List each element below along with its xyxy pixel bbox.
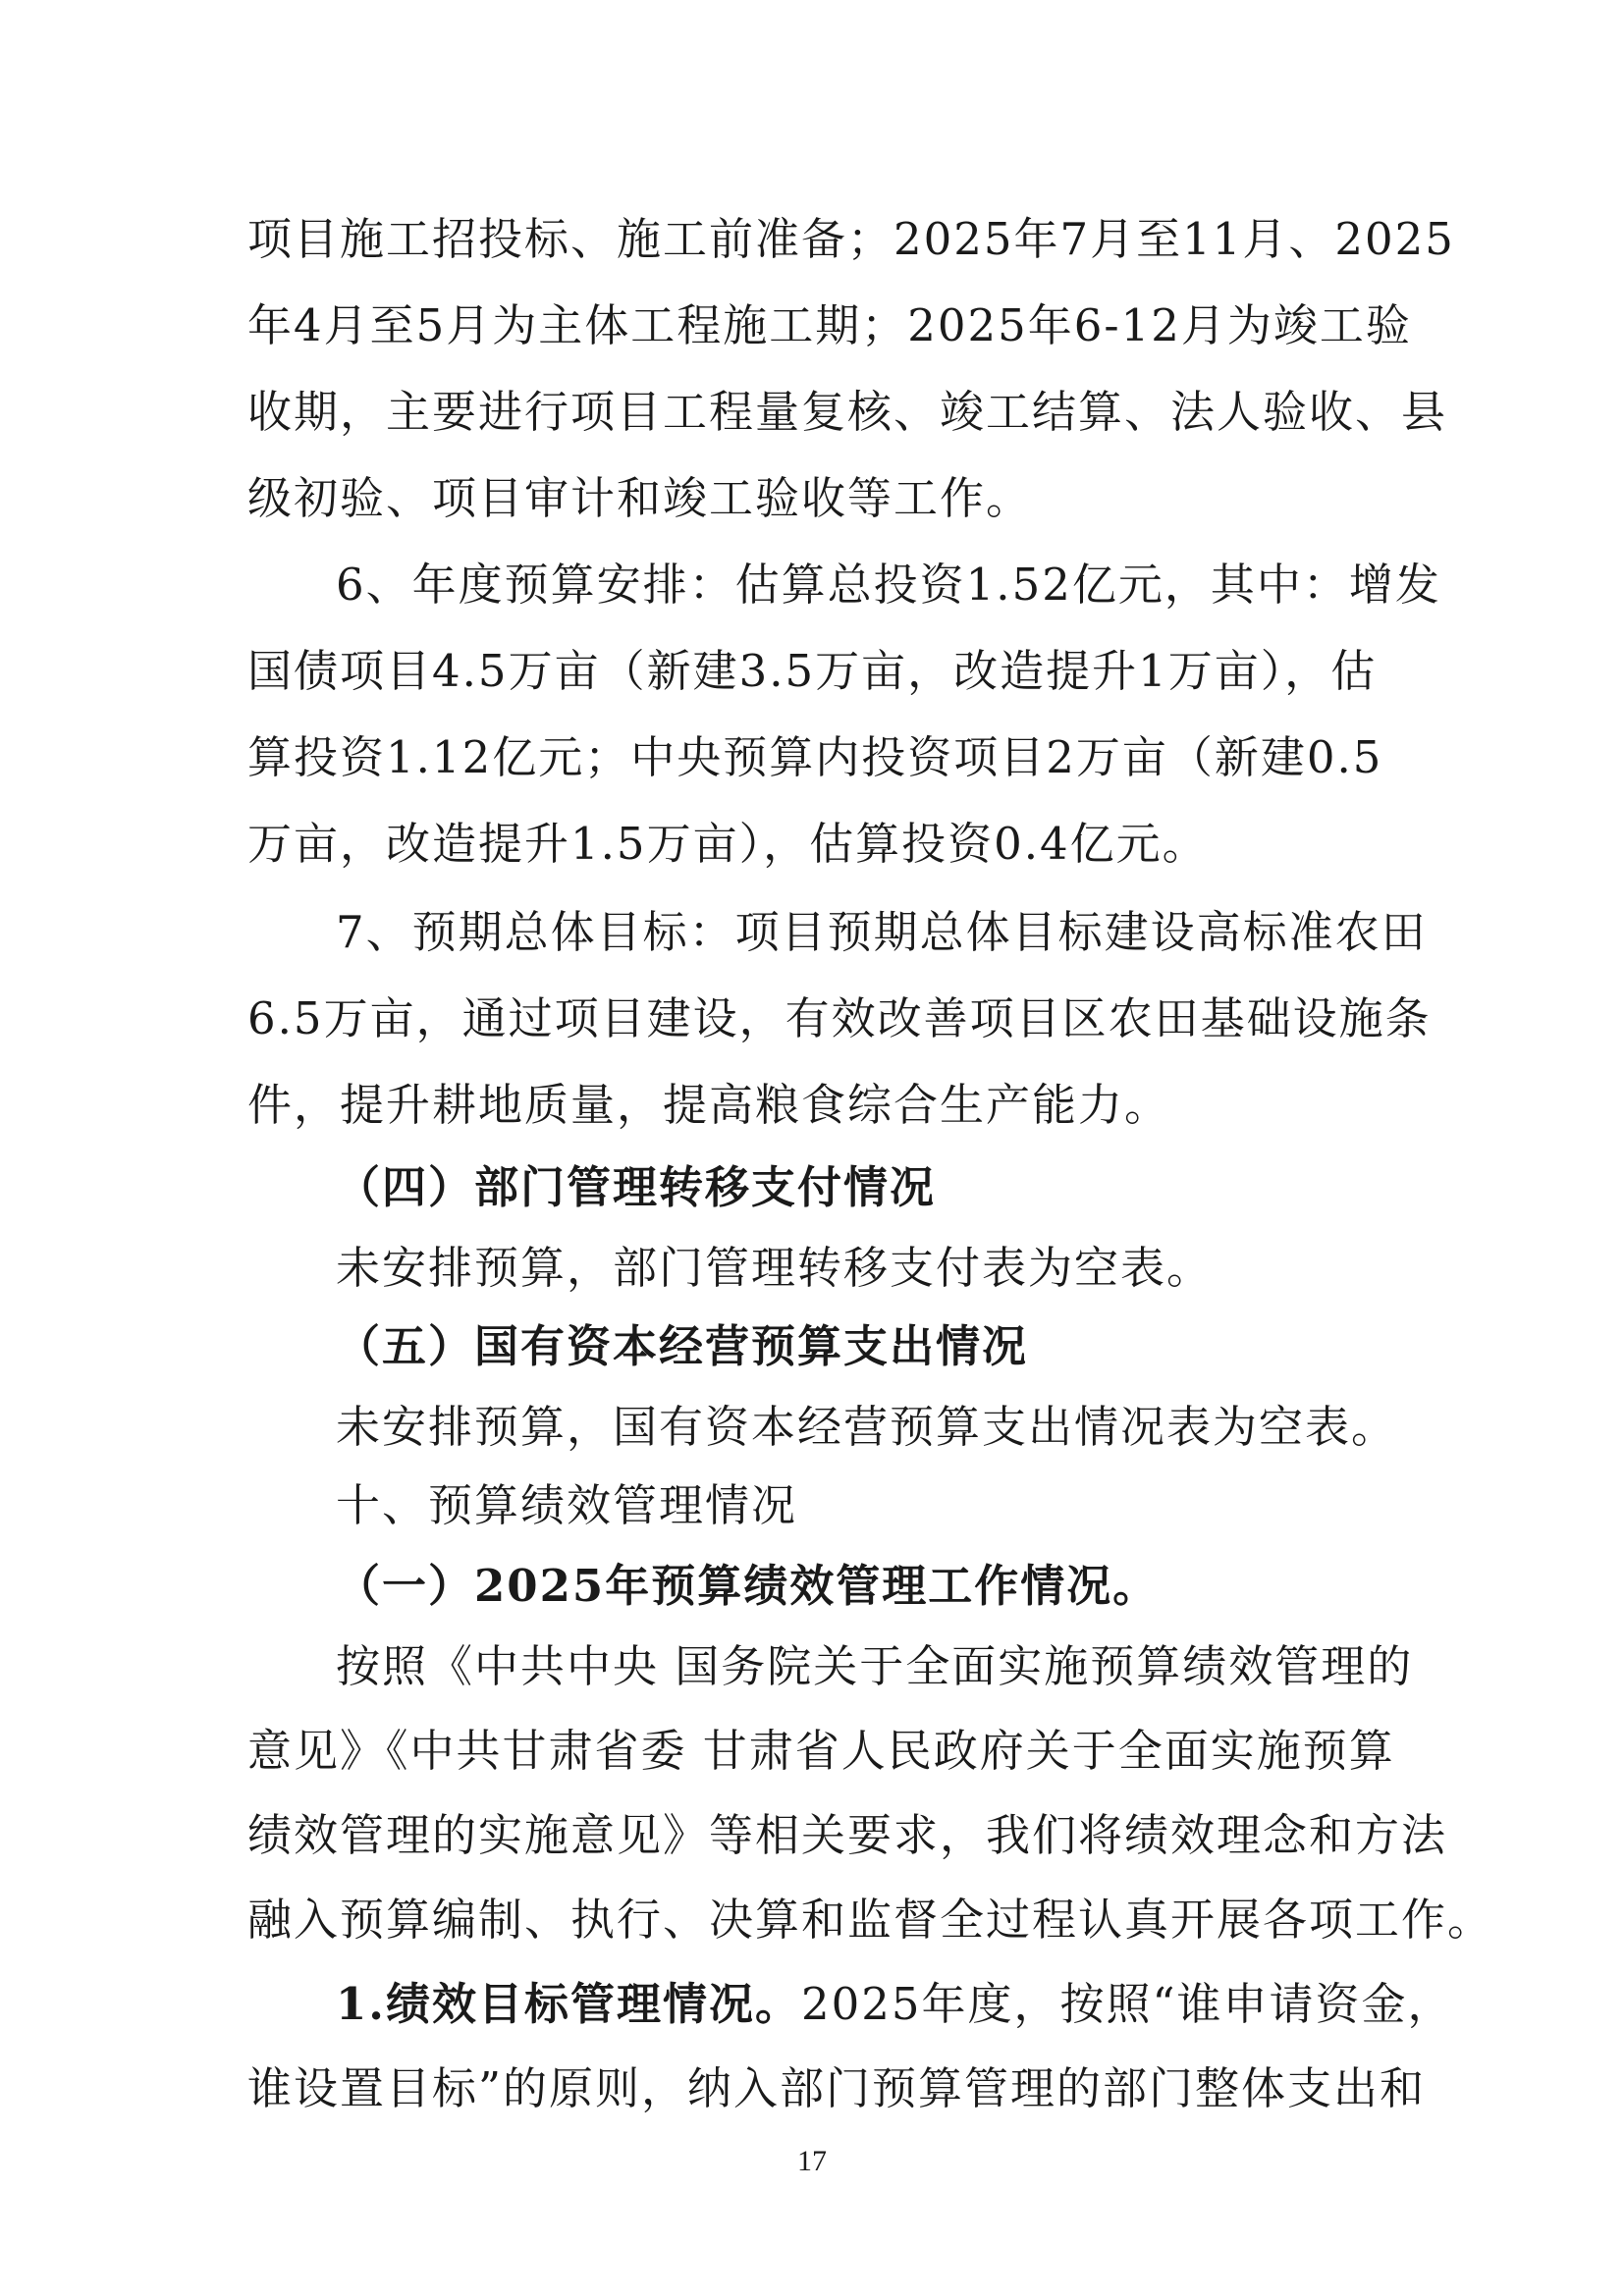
item1-line-1	[336, 1975, 1454, 2034]
chapter10-sub1-heading: （一）2025年预算绩效管理工作情况。	[336, 1560, 1160, 1612]
section5-heading: （五）国有资本经营预算支出情况	[336, 1320, 1029, 1372]
para6-line-4: 万亩，改造提升1.5万亩），估算投资0.4亿元。	[247, 818, 1209, 870]
item1-title: 1.绩效目标管理情况。	[336, 1978, 801, 2030]
para5-line-2: 年4月至5月为主体工程施工期；2025年6-12月为竣工验	[247, 299, 1412, 351]
para5-line-3: 收期，主要进行项目工程量复核、竣工结算、法人验收、县	[247, 386, 1448, 438]
para7-line-3: 件，提升耕地质量，提高粮食综合生产能力。	[247, 1079, 1171, 1131]
chapter10-sub1-line-4: 融入预算编制、执行、决算和监督全过程认真开展各项工作。	[247, 1894, 1494, 1946]
para7-line-1: 7、预期总体目标：项目预期总体目标建设高标准农田	[336, 906, 1428, 958]
para7-line-2: 6.5万亩，通过项目建设，有效改善项目区农田基础设施条	[247, 992, 1432, 1044]
para5-line-4: 级初验、项目审计和竣工验收等工作。	[247, 472, 1033, 524]
para6-line-3: 算投资1.12亿元；中央预算内投资项目2万亩（新建0.5	[247, 731, 1383, 783]
para5-line-1: 项目施工招投标、施工前准备；2025年7月至11月、2025	[247, 213, 1455, 265]
section4-heading: （四）部门管理转移支付情况	[336, 1161, 937, 1213]
item1-line1-rest: 2025年度，按照“谁申请资金，	[800, 1978, 1454, 2030]
para6-line-1: 6、年度预算安排：估算总投资1.52亿元，其中：增发	[336, 559, 1441, 611]
section4-text: 未安排预算，部门管理转移支付表为空表。	[336, 1242, 1214, 1294]
page-number: 17	[797, 2145, 827, 2177]
chapter10-sub1-line-3: 绩效管理的实施意见》等相关要求，我们将绩效理念和方法	[247, 1809, 1448, 1861]
chapter10-sub1-line-2: 意见》《中共甘肃省委 甘肃省人民政府关于全面实施预算	[247, 1725, 1395, 1777]
chapter10-sub1-line-1: 按照《中共中央 国务院关于全面实施预算绩效管理的	[336, 1640, 1414, 1692]
section5-text: 未安排预算，国有资本经营预算支出情况表为空表。	[336, 1401, 1398, 1453]
chapter10-heading: 十、预算绩效管理情况	[336, 1479, 798, 1531]
para6-line-2: 国债项目4.5万亩（新建3.5万亩，改造提升1万亩），估	[247, 645, 1378, 697]
item1-line-2: 谁设置目标”的原则，纳入部门预算管理的部门整体支出和	[247, 2062, 1427, 2114]
